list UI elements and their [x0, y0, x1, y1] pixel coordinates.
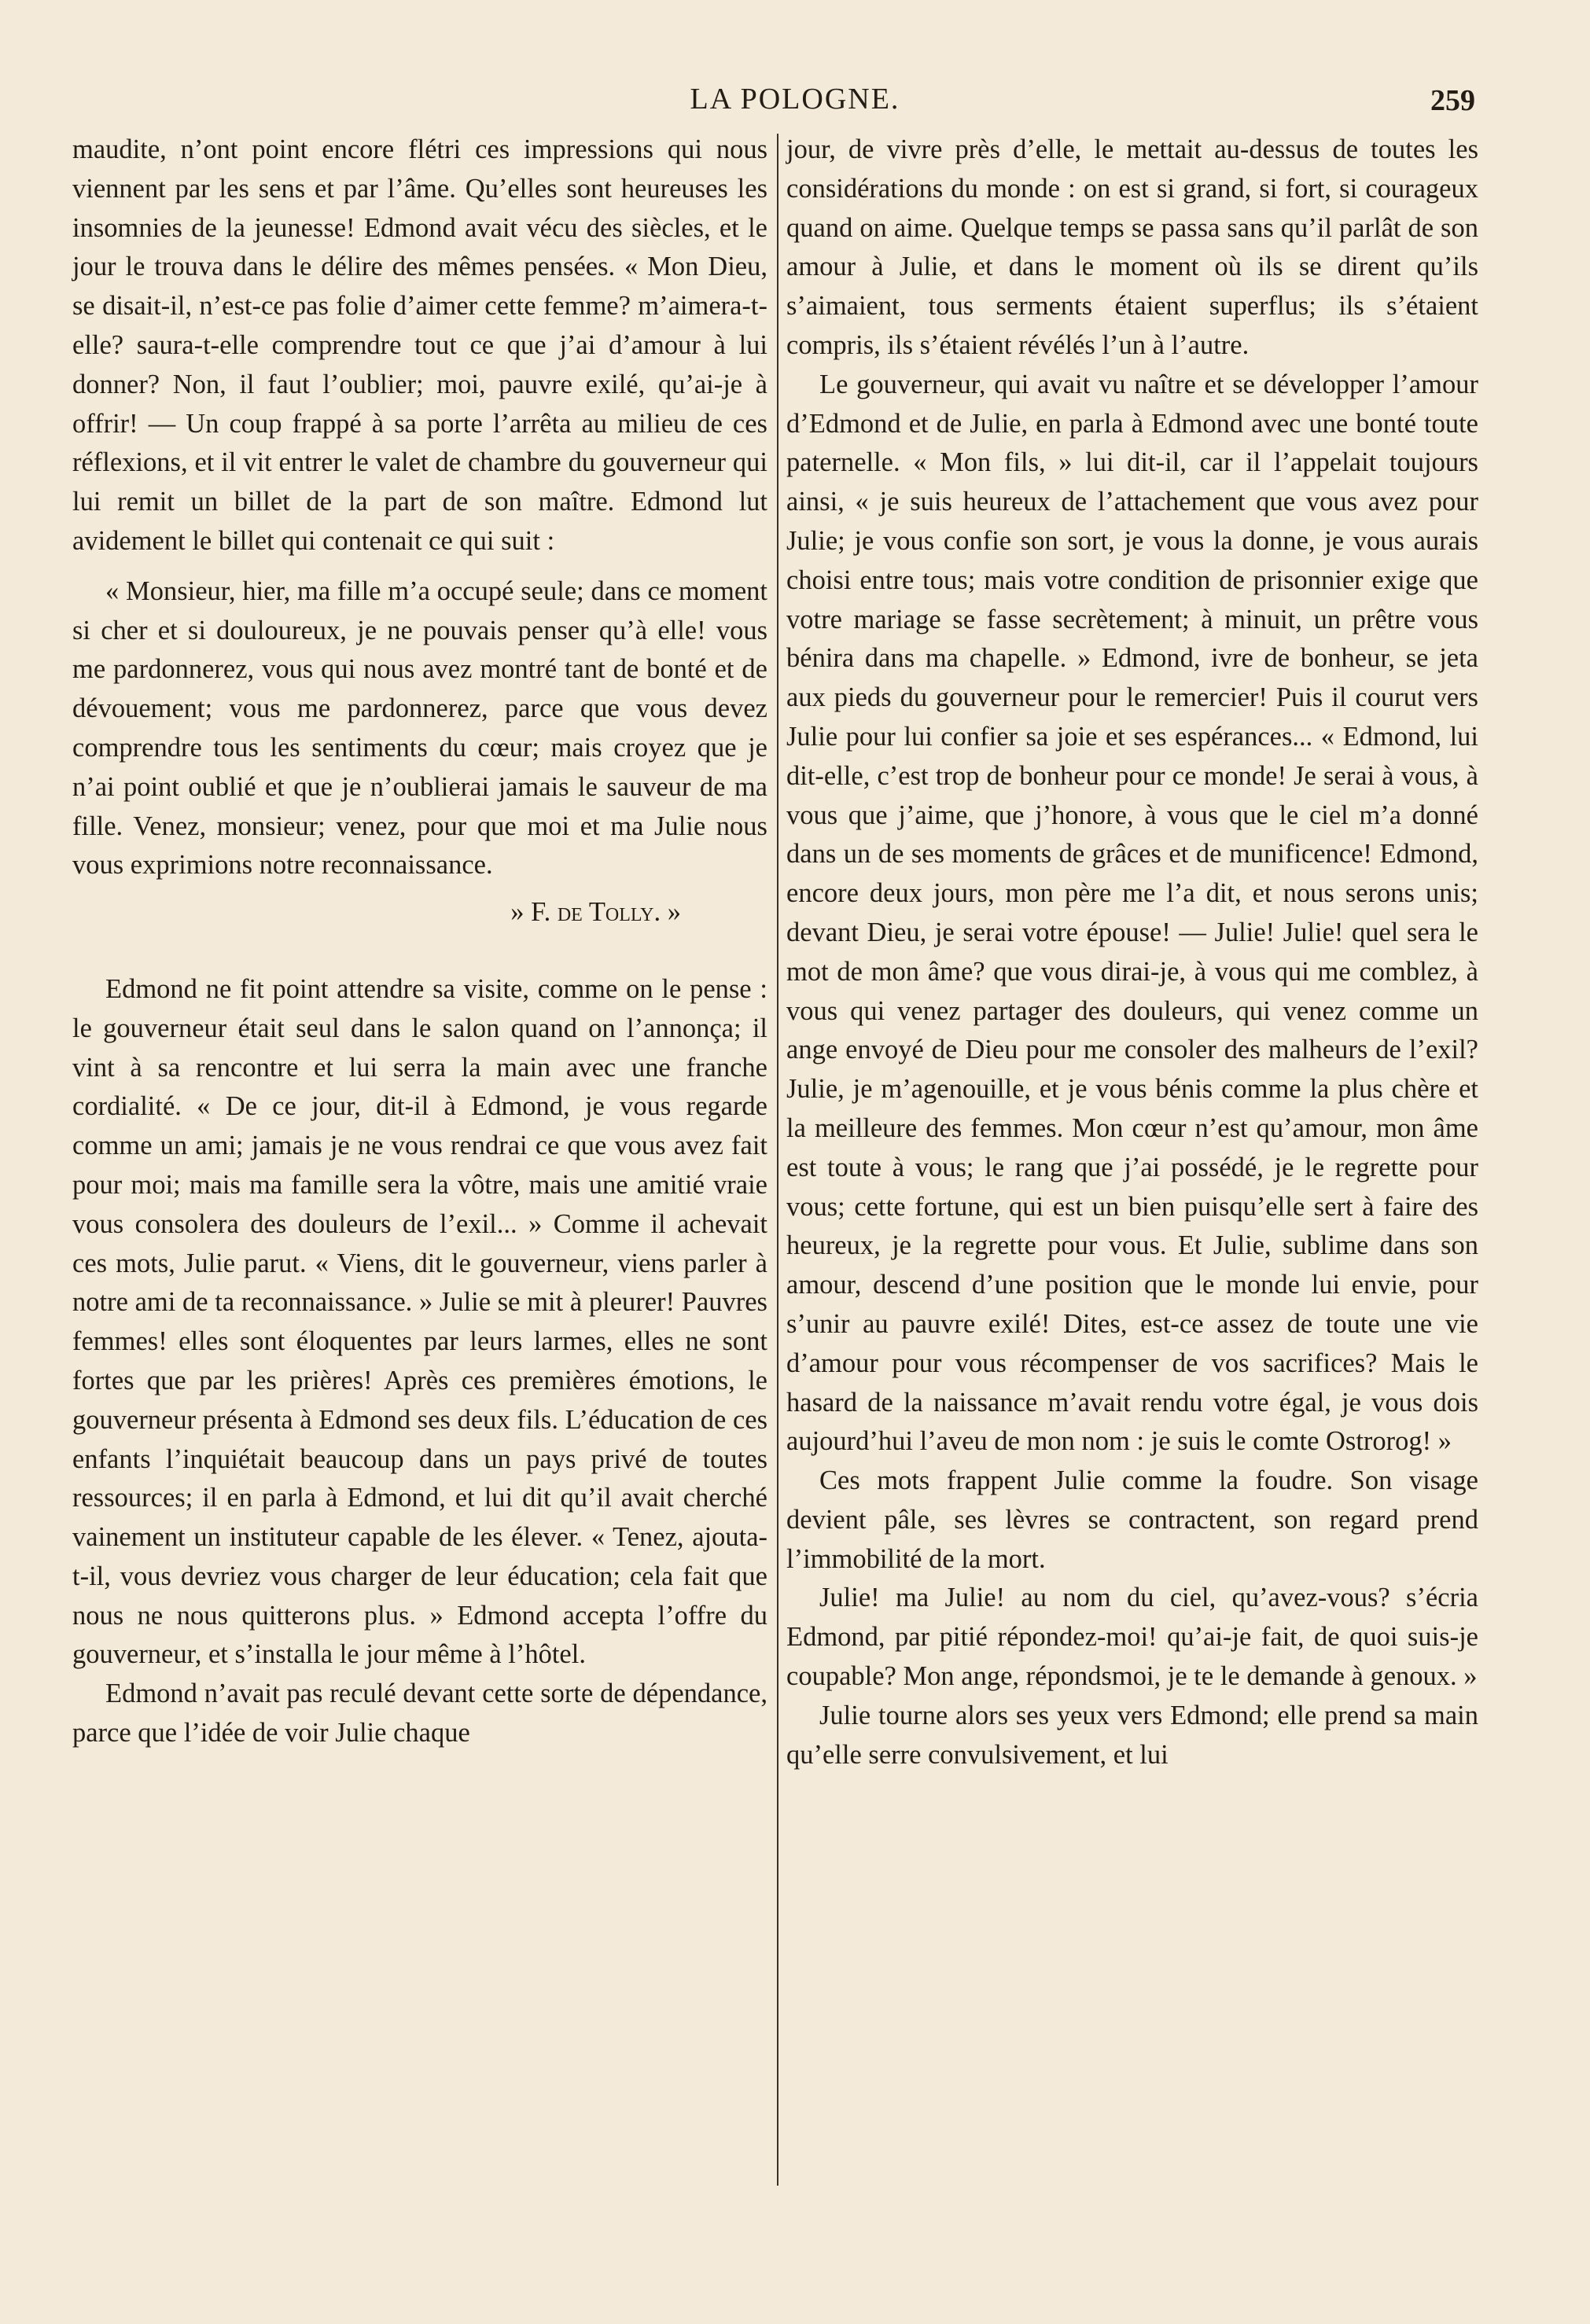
paragraph: Edmond n’avait pas reculé devant cette sorte de dépendance, parce que l’idée de voir Julie chaque — [72, 1679, 767, 1749]
signature-name: de Tolly. — [557, 897, 661, 928]
page-header — [0, 82, 1590, 118]
left-column — [72, 131, 767, 1753]
right-column — [786, 131, 1478, 1774]
paragraph: jour, de vivre près d’elle, le mettait au-dessus de toutes les considérations du monde : on est si grand, si fort, si courageux quand on aime. Quelque temps se passa sans qu’il parlât de son amour à Julie, et dans le moment où ils se dirent qu’ils s’aimaient, tous serments étaient superflus; ils s’étaient compris, ils s’étaient révélés l’un à l’autre. — [786, 134, 1478, 360]
paragraph: Le gouverneur, qui avait vu naître et se développer l’amour d’Edmond et de Julie, en parla à Edmond avec une bonté toute paternelle. « Mon fils, » lui dit-il, car il l’appelait toujours ainsi, « je suis heureux de l’attachement que vous avez pour Julie; je vous confie son sort, je vous la donne, je vous aurais choisi entre tous; mais votre condition de prisonnier exige que votre mariage se fasse secrètement; à minuit, un prêtre vous bénira dans ma chapelle. » Edmond, ivre de bonheur, se jeta aux pieds du gouverneur pour le remercier! Puis il courut vers Julie pour lui confier sa joie et ses espérances... « Edmond, lui dit-elle, c’est trop de bonheur pour ce monde! Je serai à vous, à vous que j’aime, que j’honore, à vous que le ciel m’a donné dans un de ses moments de grâces et de munificence! Edmond, encore deux jours, mon père me l’a dit, et nous serons unis; devant Dieu, je serai votre épouse! — Julie! Julie! quel sera le mot de mon âme? que vous dirai-je, à vous qui me comblez, à vous qui venez partager des douleurs, qui venez comme un ange envoyé de Dieu pour me consoler des malheurs de l’exil? Julie, je m’agenouille, et je vous bénis comme la plus chère et la meilleure des femmes. Mon cœur n’est qu’amour, mon âme est toute à vous; le rang que j’ai possédé, je le regrette pour vous; cette fortune, qui est un bien puisqu’elle sert à faire des heureux, je la regrette pour vous. Et Julie, sublime dans son amour, descend d’une position que le monde lui envie, pour s’unir au pauvre exilé! Dites, est-ce assez de toute une vie d’amour pour vous récompenser de vos sacrifices? Mais le hasard de la naissance m’avait rendu votre égal, je vous dois aujourd’hui l’aveu de mon nom : je suis le comte Ostrorog! » — [786, 369, 1478, 1457]
letter-signature — [72, 893, 767, 932]
signature-prefix: » F. — [510, 897, 558, 928]
letter-text: « Monsieur, hier, ma fille m’a occupé seule; dans ce moment si cher et si douloureux, je ne pouvais penser qu’à elle! vous me pardonnerez, vous qui nous avez montré tant de bonté et de dévouement; vous me pardonnerez, parce que vous devez comprendre tous les sentiments du cœur; mais croyez que je n’ai point oublié et que je n’oublierai jamais le sauveur de ma fille. Venez, monsieur; venez, pour que moi et ma Julie nous vous exprimions notre reconnaissance. — [72, 575, 767, 881]
paragraph: Julie tourne alors ses yeux vers Edmond; elle prend sa main qu’elle serre convulsivement, et lui — [786, 1700, 1478, 1770]
paragraph: Julie! ma Julie! au nom du ciel, qu’avez-vous? s’écria Edmond, par pitié répondez-moi! qu’ai-je fait, de quoi suis-je coupable? Mon ange, répondsmoi, je te le demande à genoux. » — [786, 1583, 1478, 1692]
paragraph: Ces mots frappent Julie comme la foudre. Son visage devient pâle, ses lèvres se contractent, son regard prend l’immobilité de la mort. — [786, 1465, 1478, 1574]
signature-suffix: » — [661, 897, 681, 928]
column-divider — [777, 134, 778, 2186]
paragraph: Edmond ne fit point attendre sa visite, comme on le pense : le gouverneur était seul dans le salon quand on l’annonça; il vint à sa rencontre et lui serra la main avec une franche cordialité. « De ce jour, dit-il à Edmond, je vous regarde comme un ami; jamais je ne vous rendrai ce que vous avez fait pour moi; mais ma famille sera la vôtre, mais une amitié vraie vous consolera des douleurs de l’exil... » Comme il achevait ces mots, Julie parut. « Viens, dit le gouverneur, viens parler à notre ami de ta reconnaissance. » Julie se mit à pleurer! Pauvres femmes! elles sont éloquentes par leurs larmes, elles ne sont fortes que par les prières! Après ces premières émotions, le gouverneur présenta à Edmond ses deux fils. L’éducation de ces enfants l’inquiétait beaucoup dans un pays privé de toutes ressources; il en parla à Edmond, et lui dit qu’il avait cherché vainement un instituteur capable de les élever. « Tenez, ajouta-t-il, vous devriez vous charger de leur éducation; cela fait que nous ne nous quitterons plus. » Edmond accepta l’offre du gouverneur, et s’installa le jour même à l’hôtel. — [72, 973, 767, 1670]
running-title: LA POLOGNE. — [690, 83, 900, 116]
paragraph: maudite, n’ont point encore flétri ces impressions qui nous viennent par les sens et par l’âme. Qu’elles sont heureuses les insomnies de la jeunesse! Edmond avait vécu des siècles, et le jour le trouva dans le délire des mêmes pensées. « Mon Dieu, se disait-il, n’est-ce pas folie d’aimer cette femme? m’aimera-t-elle? saura-t-elle comprendre tout ce que j’ai d’amour à lui donner? Non, il faut l’oublier; moi, pauvre exilé, qu’ai-je à offrir! — Un coup frappé à sa porte l’arrêta au milieu de ces réflexions, et il vit entrer le valet de chambre du gouverneur qui lui remit un billet de la part de son maître. Edmond lut avidement le billet qui contenait ce qui suit : — [72, 134, 767, 556]
page-number: 259 — [1430, 84, 1475, 117]
